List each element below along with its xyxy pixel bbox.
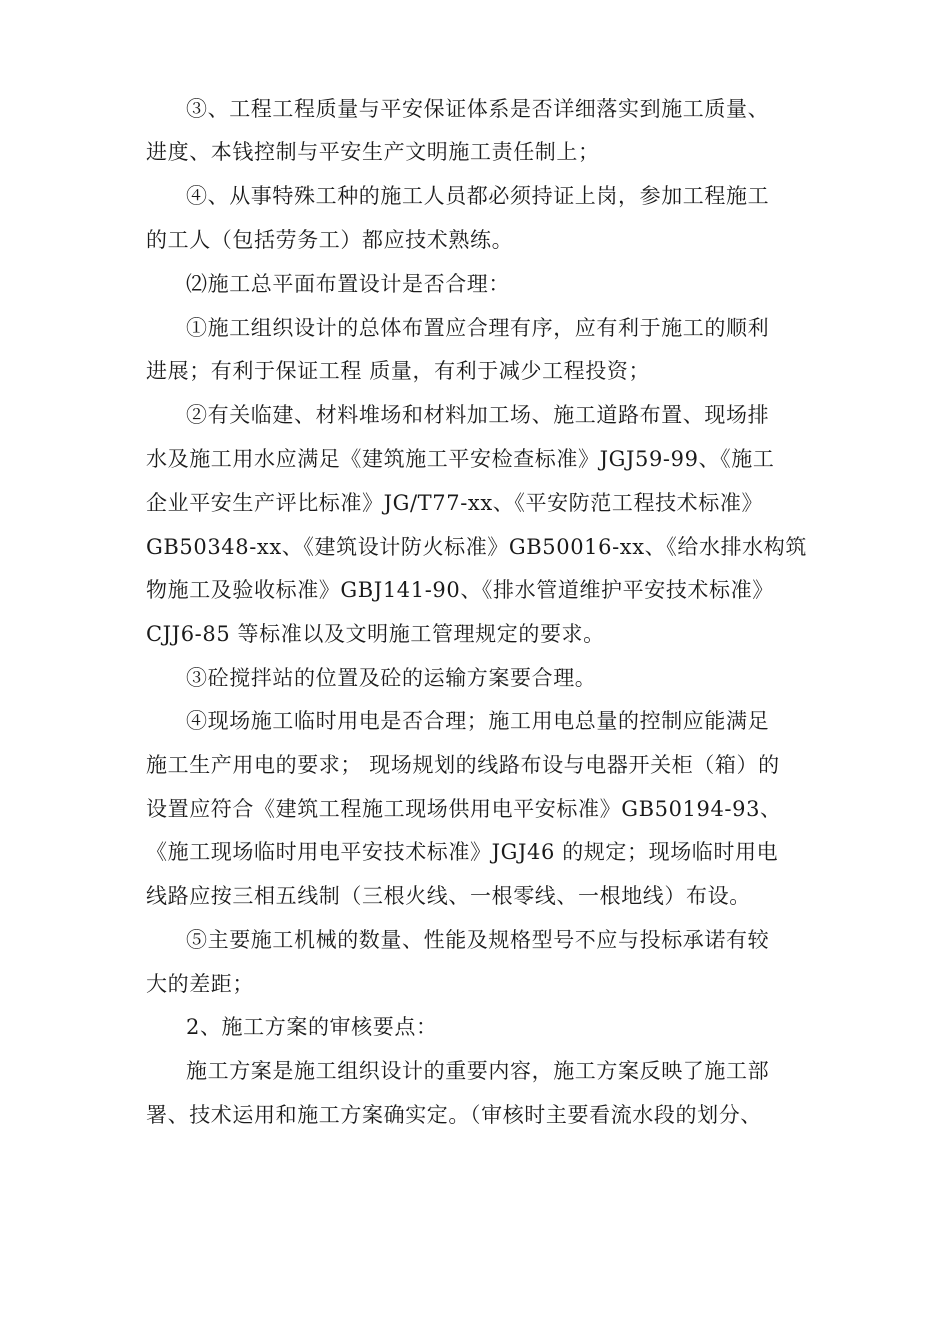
text-line: GB50348-xx、《建筑设计防火标准》GB50016-xx、《给水排水构筑 bbox=[146, 535, 807, 559]
text-line: 设置应符合《建筑工程施工现场供用电平安标准》GB50194-93、 bbox=[146, 797, 782, 821]
text-line: ②有关临建、材料堆场和材料加工场、施工道路布置、现场排 bbox=[186, 403, 770, 427]
text-line: 大的差距； bbox=[146, 972, 254, 996]
text-line: ③砼搅拌站的位置及砼的运输方案要合理。 bbox=[186, 666, 597, 690]
text-line: 企业平安生产评比标准》JG/T77-xx、《平安防范工程技术标准》 bbox=[146, 491, 764, 515]
text-line: ③、工程工程质量与平安保证体系是否详细落实到施工质量、 bbox=[186, 97, 770, 121]
text-line: 施工方案是施工组织设计的重要内容，施工方案反映了施工部 bbox=[186, 1059, 770, 1083]
text-line: 施工生产用电的要求； 现场规划的线路布设与电器开关柜（箱）的 bbox=[146, 753, 780, 777]
text-line: 线路应按三相五线制（三根火线、一根零线、一根地线）布设。 bbox=[146, 884, 751, 908]
text-line: ①施工组织设计的总体布置应合理有序，应有利于施工的顺利 bbox=[186, 316, 770, 340]
text-line: ④、从事特殊工种的施工人员都必须持证上岗，参加工程施工 bbox=[186, 184, 770, 208]
text-line: 进度、本钱控制与平安生产文明施工责任制上； bbox=[146, 140, 600, 164]
text-line: 《施工现场临时用电平安技术标准》JGJ46 的规定；现场临时用电 bbox=[146, 840, 779, 864]
text-line: 2、施工方案的审核要点： bbox=[186, 1015, 438, 1039]
text-line: ⑵施工总平面布置设计是否合理： bbox=[186, 272, 510, 296]
text-line: 的工人（包括劳务工）都应技术熟练。 bbox=[146, 228, 514, 252]
text-line: 水及施工用水应满足《建筑施工平安检查标准》JGJ59-99、《施工 bbox=[146, 447, 775, 471]
text-line: ⑤主要施工机械的数量、性能及规格型号不应与投标承诺有较 bbox=[186, 928, 770, 952]
text-line: 署、技术运用和施工方案确实定。（审核时主要看流水段的划分、 bbox=[146, 1103, 762, 1127]
text-line: ④现场施工临时用电是否合理；施工用电总量的控制应能满足 bbox=[186, 709, 770, 733]
text-line: CJJ6-85 等标准以及文明施工管理规定的要求。 bbox=[146, 622, 605, 646]
text-line: 物施工及验收标准》GBJ141-90、《排水管道维护平安技术标准》 bbox=[146, 578, 774, 602]
text-line: 进展；有利于保证工程 质量，有利于减少工程投资； bbox=[146, 359, 651, 383]
